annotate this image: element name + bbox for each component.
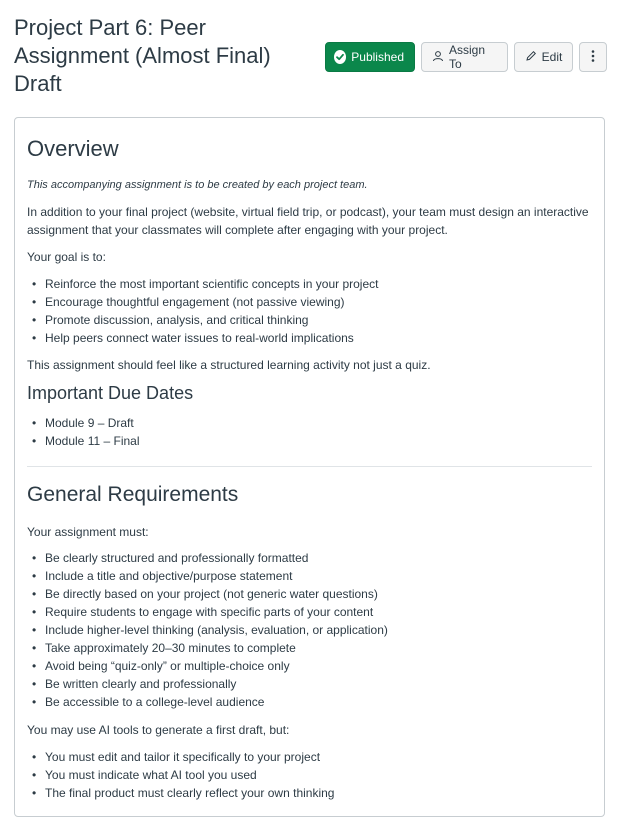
- list-item: • Include a title and objective/purpose statement: [27, 567, 592, 585]
- overview-closing: This assignment should feel like a structured learning activity not just a quiz.: [27, 358, 431, 372]
- user-icon: [432, 50, 444, 65]
- list-item: • Help peers connect water issues to real-world implications: [27, 329, 592, 347]
- header-actions: [325, 42, 607, 72]
- list-item: • Be written clearly and professionally: [27, 675, 592, 693]
- requirements-heading: General Requirements: [27, 483, 239, 506]
- more-options-button[interactable]: [579, 42, 607, 72]
- assignment-description: [14, 117, 605, 817]
- edit-label: Edit: [541, 50, 563, 64]
- list-item: • Module 11 – Final: [27, 432, 592, 450]
- intro-italic: This accompanying assignment is to be created by each project team.: [27, 179, 368, 191]
- check-circle-icon: [334, 50, 346, 64]
- list-item: • Be clearly structured and professionally formatted: [27, 549, 592, 567]
- ai-intro: You may use AI tools to generate a first draft, but:: [27, 723, 290, 737]
- list-item: • Be directly based on your project (not generic water questions): [27, 585, 592, 603]
- list-item: • Be accessible to a college-level audience: [27, 693, 592, 711]
- kebab-icon: [591, 49, 595, 66]
- list-item: • Take approximately 20–30 minutes to complete: [27, 639, 592, 657]
- list-item: • Module 9 – Draft: [27, 414, 592, 432]
- list-item: • Reinforce the most important scientific concepts in your project: [27, 275, 592, 293]
- list-item: • You must edit and tailor it specifically to your project: [27, 748, 592, 766]
- goals-list: [27, 275, 592, 347]
- requirements-list: [27, 549, 592, 711]
- overview-paragraph: In addition to your final project (website, virtual field trip, or podcast), your team must design an interactive assignment that your classmates will complete after engaging with your project.: [27, 205, 589, 237]
- edit-button[interactable]: [514, 42, 573, 72]
- page-title: Project Part 6: Peer Assignment (Almost Final) Draft: [14, 15, 271, 96]
- list-item: • Encourage thoughtful engagement (not passive viewing): [27, 293, 592, 311]
- list-item: • Promote discussion, analysis, and critical thinking: [27, 311, 592, 329]
- due-dates-list: [27, 414, 592, 450]
- overview-heading: Overview: [27, 136, 119, 161]
- list-item: • Require students to engage with specific parts of your content: [27, 603, 592, 621]
- ai-list: [27, 748, 592, 802]
- requirements-intro: Your assignment must:: [27, 525, 149, 539]
- goal-label: Your goal is to:: [27, 250, 106, 264]
- list-item: • You must indicate what AI tool you used: [27, 766, 592, 784]
- pencil-icon: [525, 50, 537, 65]
- published-label: Published: [351, 50, 404, 64]
- assign-to-label: Assign To: [449, 43, 486, 71]
- list-item: • Avoid being “quiz-only” or multiple-choice only: [27, 657, 592, 675]
- due-dates-heading: Important Due Dates: [27, 383, 194, 403]
- assign-to-button[interactable]: [421, 42, 508, 72]
- list-item: • The final product must clearly reflect your own thinking: [27, 784, 592, 802]
- published-button[interactable]: [325, 42, 415, 72]
- list-item: • Include higher-level thinking (analysis, evaluation, or application): [27, 621, 592, 639]
- section-divider: [27, 466, 592, 467]
